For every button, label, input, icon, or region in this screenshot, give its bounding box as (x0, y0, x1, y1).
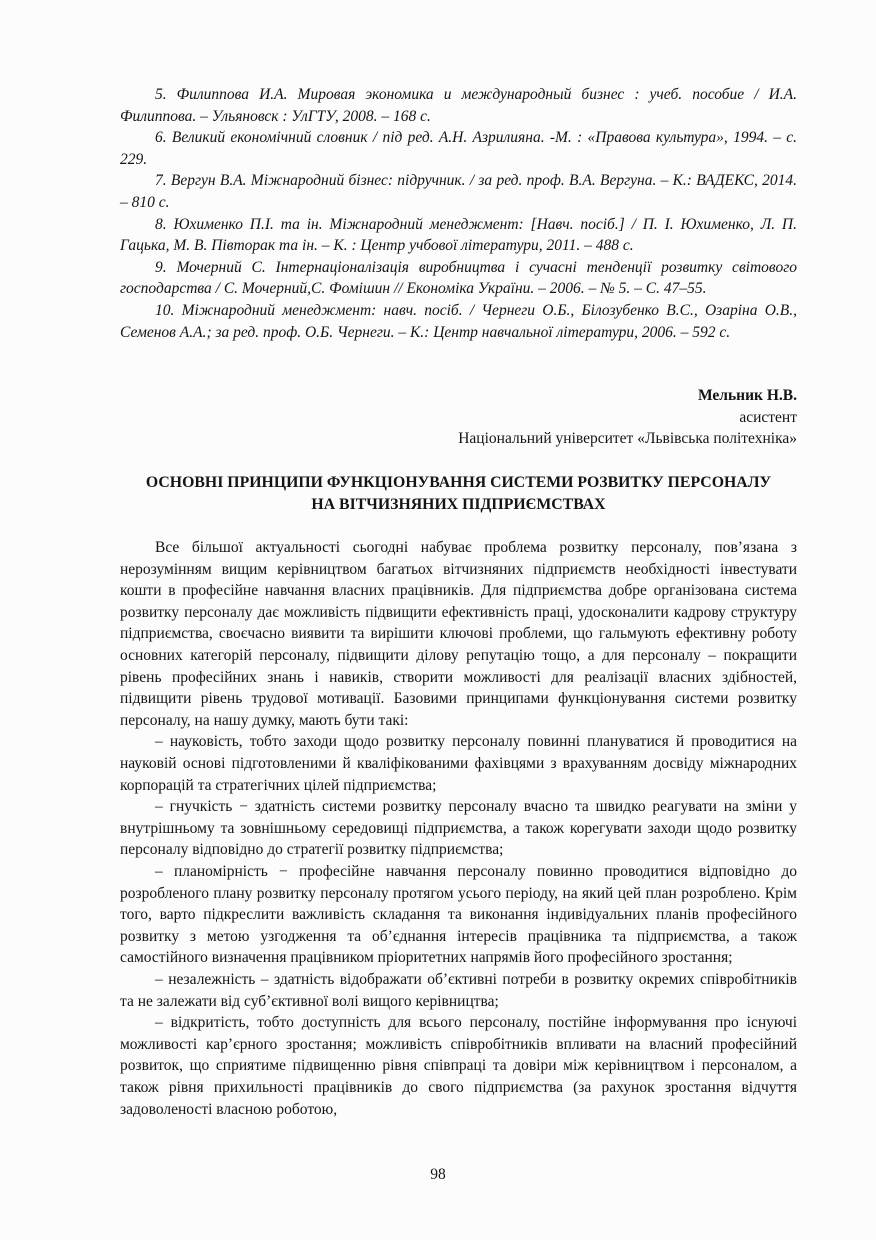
reference-item: 6. Великий економічний словник / під ред. А.Н. Азрилияна. -М. : «Правова культура», 1994. – с. 229. (120, 129, 797, 168)
reference-item: 9. Мочерний С. Інтернаціоналізація виробництва і сучасні тенденції розвитку світового господарства / С. Мочерний,С. Фомішин // Економіка України. – 2006. – № 5. – С. 47–55. (120, 258, 797, 298)
body-paragraph: – гнучкість − здатність системи розвитку персоналу вчасно та швидко реагувати на зміни у внутрішньому та зовнішньому середовищі підприємства, а також корегувати заходи щодо розвитку персоналу відповідно до стратегії розвитку підприємства; (120, 798, 797, 859)
author-name: Мельник Н.В. (697, 387, 797, 405)
author-role: асистент (739, 408, 797, 426)
body-paragraph: – науковість, тобто заходи щодо розвитку персоналу повинні плануватися й проводитися на науковій основі підготовленими й кваліфікованими фахівцями з врахуванням досвіду міжнародних корпорацій та стратегічних цілей підприємства; (120, 733, 797, 794)
document-page (120, 84, 797, 1120)
body-paragraph: – незалежність – здатність відображати об’єктивні потреби в розвитку окремих співробітників та не залежати від суб’єктивної волі вищого керівництва; (120, 970, 797, 1010)
reference-item: 8. Юхименко П.І. та ін. Міжнародний менеджмент: [Навч. посіб.] / П. І. Юхименко, Л. П. Гацька, М. В. Півторак та ін. – К. : Центр учбової літератури, 2011. – 488 с. (120, 215, 797, 255)
reference-item: 7. Вергун В.А. Міжнародний бізнес: підручник. / за ред. проф. В.А. Вергуна. – К.: ВАДЕКС, 2014. – 810 с. (120, 172, 797, 211)
reference-item: 10. Міжнародний менеджмент: навч. посіб. / Чернеги О.Б., Білозубенко В.С., Озаріна О.В., Семенов А.А.; за ред. проф. О.Б. Чернеги. – К.: Центр навчальної літератури, 2006. – 592 с. (120, 301, 797, 341)
article-body (120, 537, 797, 1120)
reference-item: 5. Филиппова И.А. Мировая экономика и международный бизнес : учеб. пособие / И.А. Филиппова. – Ульяновск : УлГТУ, 2008. – 168 с. (120, 86, 797, 125)
body-paragraph: – планомірність − професійне навчання персоналу повинно проводитися відповідно до розробленого плану розвитку персоналу протягом усього періоду, на який цей план розроблено. Крім того, варто підкреслити важливість складання та виконання індивідуальних планів професійного розвитку з метою узгодження та об’єднання інтересів працівника та підприємства, а також самостійного визначення працівником пріоритетних напрямів його професійного зростання; (120, 863, 797, 967)
page-number: 98 (430, 1166, 446, 1183)
references-list (120, 84, 797, 343)
article-title: ОСНОВНІ ПРИНЦИПИ ФУНКЦІОНУВАННЯ СИСТЕМИ РОЗВИТКУ ПЕРСОНАЛУ НА ВІТЧИЗНЯНИХ ПІДПРИЄМСТВАХ (145, 473, 772, 513)
author-affiliation: Національний університет «Львівська політехніка» (458, 430, 797, 448)
body-paragraph: – відкритість, тобто доступність для всього персоналу, постійне інформування про існуючі можливості кар’єрного зростання; можливість співробітників впливати на власний професійний розвиток, що сприятиме підвищенню рівня співпраці та довіри між керівництвом і персоналом, а також рівня прихильності працівників до свого підприємства (за рахунок зростання відчуття задоволеності власною роботою, (120, 1014, 797, 1118)
author-block (120, 385, 797, 450)
body-paragraph: Все більшої актуальності сьогодні набуває проблема розвитку персоналу, пов’язана з нерозумінням вищим керівництвом багатьох вітчизняних підприємств необхідності інвестувати кошти в професійне навчання власних працівників. Для підприємства добре організована система розвитку персоналу дає можливість підвищити ефективність праці, удосконалити кадрову структуру підприємства, своєчасно виявити та вирішити ключові проблеми, що гальмують ефективну роботу основних категорій персоналу, підвищити ділову репутацію тощо, а для персоналу – покращити рівень професійних знань і навиків, створити можливості для реалізації власних здібностей, підвищити рівень трудової мотивації. Базовими принципами функціонування системи розвитку персоналу, на нашу думку, мають бути такі: (120, 539, 797, 729)
